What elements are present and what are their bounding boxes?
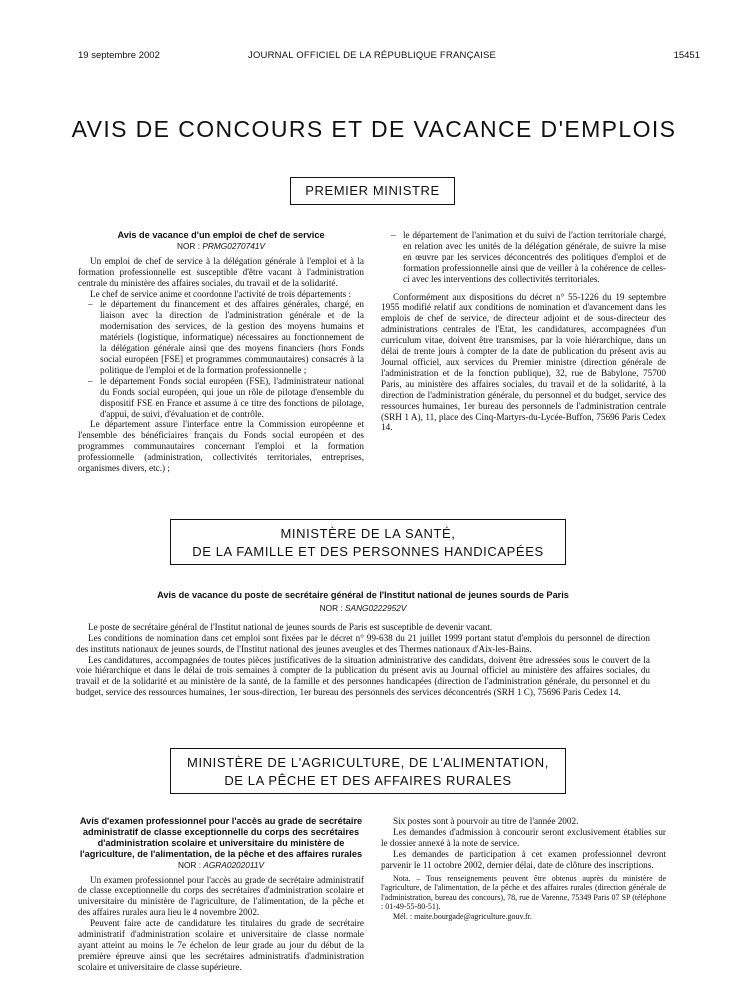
notice-heading: Avis d'examen professionnel pour l'accès au grade de secrétaire administratif de classe exceptionnelle du corps des secrétaires d'administration scolaire et universitaire du ministère de l'agriculture, de l'alimentation, de la pêche et des affaires rurales [79, 816, 363, 859]
nor-label: NOR : [319, 602, 345, 613]
paragraph: Peuvent faire acte de candidature les titulaires du grade de secrétaire administratif d'administration scolaire et universitaire de classe normale ayant atteint au moins le 7e échelon de leur grade au jour du début de la première épreuve ainsi que les secrétaires administratifs d'administration scolaire et universitaire de classe supérieure. [78, 918, 364, 972]
section-box-line: MINISTÈRE DE LA SANTÉ, [280, 526, 456, 541]
section2-body [76, 590, 650, 698]
section-box-ministere-agriculture [170, 748, 566, 794]
paragraph: Les candidatures, accompagnées de toutes pièces justificatives de la situation administrative des candidats, doivent être adressées sous le couvert de la voie hiérarchique et dans le délai de trois semaines à compter de la publication du présent avis au Journal officiel au ministère des affaires sociales, du travail et de la solidarité et au ministère de la santé, de la famille et des personnes handicapées (direction de l'administration générale, du personnel et du budget, service des ressources humaines, 1er sous-direction, 1er bureau des personnels des services déconcentrés (SRH 1 C), 75696 Paris Cedex 14. [76, 654, 650, 698]
list-item-text: le département Fonds social européen (FSE), l'administrateur national du Fonds social européen, qui joue un rôle de pilotage d'ensemble du dispositif FSE en France et assume à ce titre des fonctions de pilotage, d'appui, de suivi, d'évaluation et de contrôle. [100, 375, 364, 419]
nor-reference [78, 860, 364, 871]
section-box-ministere-sante [170, 519, 566, 565]
list-item-text: le département du financement et des affaires générales, chargé, en liaison avec la direction de l'administration générale et de la modernisation des services, de la gestion des moyens humains et matériels (logistique, informatique) nécessaires au fonctionnement de la délégation générale ainsi que des moyens financiers (hors Fonds social européen [FSE] et programmes communautaires) consacrés à la politique de l'emploi et de la formation professionnelle ; [100, 299, 364, 375]
list-item: – le département de l'animation et du suivi de l'action territoriale chargé, en relation avec les unités de la délégation générale, de suivre la mise en œuvre par les services déconcentrés des politiques d'emploi et de formation professionnelle ainsi que de veiller à la cohérence de celles-ci avec les interventions des collectivités territoriales. [391, 230, 666, 284]
note-paragraph: Nota. – Tous renseignements peuvent être obtenus auprès du ministère de l'agriculture, de l'alimentation, de la pêche et des affaires rurales (direction générale de l'administration, bureau des concours), 78, rue de Varenne, 75349 Paris 07 SP (téléphone : 01-49-55-80-51). [381, 873, 666, 912]
section-box-label: PREMIER MINISTRE [305, 183, 440, 198]
paragraph: Les demandes d'admission à concourir seront exclusivement établies sur le dossier annexé à la note de service. [381, 826, 666, 848]
nor-label: NOR : [176, 240, 203, 251]
list-item: – le département Fonds social européen (FSE), l'administrateur national du Fonds social européen, qui joue un rôle de pilotage d'ensemble du dispositif FSE en France et assume à ce titre des fonctions de pilotage, d'appui, de suivi, d'évaluation et de contrôle. [88, 375, 364, 419]
paragraph: Six postes sont à pourvoir au titre de l'année 2002. [393, 816, 579, 826]
section-box-line: DE LA FAMILLE ET DES PERSONNES HANDICAPÉES [192, 544, 544, 559]
nor-code: AGRA0202011V [203, 859, 265, 870]
paragraph: Les demandes de participation à cet examen professionnel devront parvenir le 11 octobre 2002, dernier délai, date de clôture des inscriptions. [381, 848, 666, 870]
section3-left-column [78, 816, 364, 973]
section-box-line: DE LA PÊCHE ET DES AFFAIRES RURALES [224, 773, 512, 788]
section3-right-column [381, 816, 666, 922]
paragraph: Le poste de secrétaire général de l'Institut national de jeunes sourds de Paris est susceptible de devenir vacant. [88, 621, 493, 632]
nor-code: PRMG0270741V [202, 240, 266, 251]
nor-label: NOR : [177, 859, 204, 870]
paragraph: Les conditions de nomination dans cet emploi sont fixées par le décret n° 99-638 du 21 juillet 1999 portant statut d'emplois du personnel de direction des instituts nationaux de jeunes sourds, de l'Institut national des jeunes aveugles et des Thermes nationaux d'Aix-les-Bains. [76, 632, 650, 654]
nor-reference [78, 241, 364, 252]
journal-title: JOURNAL OFFICIEL DE LA RÉPUBLIQUE FRANÇAISE [248, 50, 497, 61]
section1-right-column [381, 230, 666, 433]
paragraph: Le département assure l'interface entre la Commission européenne et l'ensemble des bénéficiaires français du Fonds social européen et des programmes communautaires concernant l'emploi et la formation professionnelle (administration, collectivités territoriales, entreprises, organismes divers, etc.) ; [78, 419, 364, 474]
section-box-line: MINISTÈRE DE L'AGRICULTURE, DE L'ALIMENTATION, [187, 755, 549, 770]
page-number: 15451 [673, 50, 700, 61]
issue-date: 19 septembre 2002 [78, 50, 160, 61]
main-title: AVIS DE CONCOURS ET DE VACANCE D'EMPLOIS [71, 116, 677, 142]
notice-heading: Avis de vacance du poste de secrétaire général de l'Institut national de jeunes sourds de Paris [157, 590, 569, 600]
department-list [381, 230, 666, 285]
department-list [78, 299, 364, 419]
paragraph: Le chef de service anime et coordonne l'activité de trois départements : [90, 288, 352, 299]
email-line: Mél. : maite.bourgade@agriculture.gouv.fr. [393, 911, 532, 921]
section-box-premier-ministre [290, 177, 455, 205]
page-header [78, 50, 708, 64]
nor-code: SANG0222952V [345, 602, 407, 613]
paragraph: Un emploi de chef de service à la délégation générale à l'emploi et à la formation professionnelle est susceptible d'être vacant à l'administration centrale du ministère des affaires sociales, du travail et de la solidarité. [78, 255, 364, 288]
section1-left-column [78, 230, 364, 474]
paragraph: Conformément aux dispositions du décret n° 55-1226 du 19 septembre 1955 modifié relatif aux conditions de nomination et d'avancement dans les emplois de chef de service, de directeur adjoint et de sous-directeur des administrations centrales de l'Etat, les candidatures, accompagnées d'un curriculum vitae, doivent être transmises, par la voie hiérarchique, dans un délai de trente jours à compter de la date de publication du présent avis au Journal officiel, aux services du Premier ministre (direction générale de l'administration et de la fonction publique), 32, rue de Babylone, 75700 Paris, au ministère des affaires sociales, du travail et de la solidarité, à la direction de l'administration générale, du personnel et du budget, service des ressources humaines, 1er bureau des personnels de l'administration centrale (SRH 1 A), 11, place des Cinq-Martyrs-du-Lycée-Buffon, 75696 Paris Cedex 14. [381, 291, 666, 433]
paragraph: Un examen professionnel pour l'accès au grade de secrétaire administratif de classe exceptionnelle du corps des secrétaires d'administration scolaire et universitaire du ministère de l'agriculture, de l'alimentation, de la pêche et des affaires rurales aura lieu le 4 novembre 2002. [78, 874, 364, 918]
list-item: – le département du financement et des affaires générales, chargé, en liaison avec la direction de l'administration générale et de la modernisation des services, de la gestion des moyens humains et matériels (logistique, informatique) nécessaires au fonctionnement de la délégation générale ainsi que des moyens financiers (hors Fonds social européen [FSE] et programmes communautaires) consacrés à la politique de l'emploi et de la formation professionnelle ; [88, 299, 364, 375]
list-item-text: le département de l'animation et du suivi de l'action territoriale chargé, en relation avec les unités de la délégation générale, de suivre la mise en œuvre par les services déconcentrés des politiques d'emploi et de formation professionnelle ainsi que de veiller à la cohérence de celles-ci avec les interventions des collectivités territoriales. [403, 230, 666, 284]
nor-reference [76, 603, 650, 614]
notice-heading: Avis de vacance d'un emploi de chef de service [117, 230, 325, 240]
